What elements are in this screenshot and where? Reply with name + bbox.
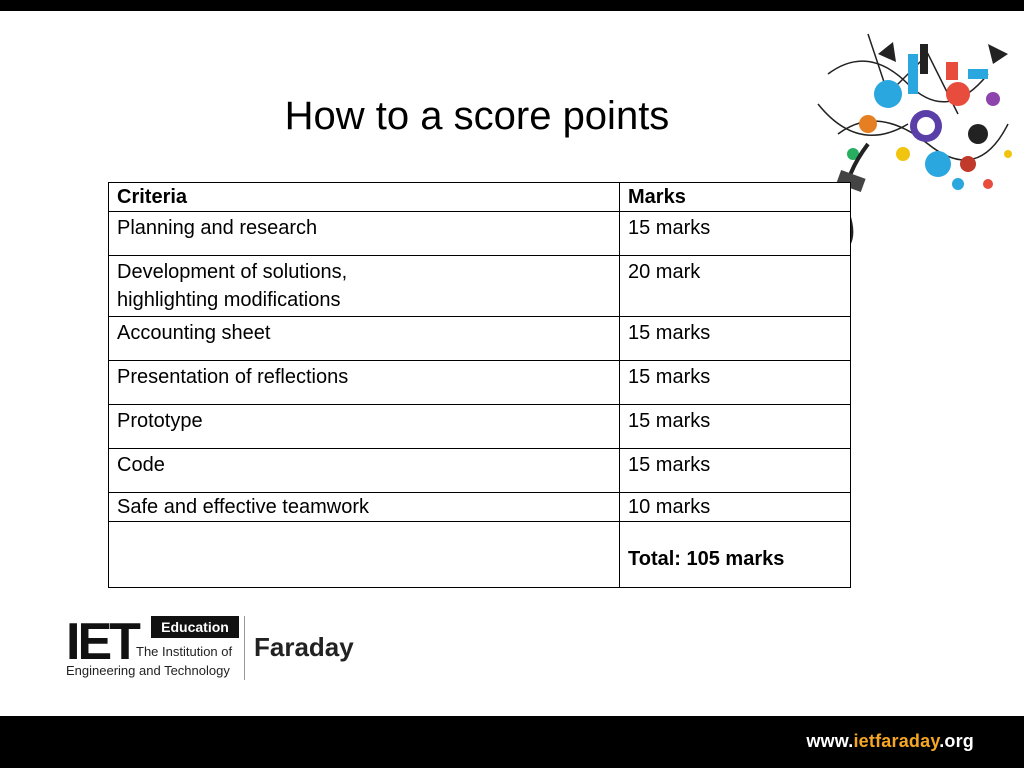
table-row <box>109 361 851 405</box>
criteria-cell: Code <box>109 449 620 493</box>
top-bar <box>0 0 1024 11</box>
criteria-cell: Presentation of reflections <box>109 361 620 405</box>
slide-title: How to a score points <box>284 94 670 138</box>
marks-cell: 15 marks <box>620 317 851 361</box>
criteria-cell: Development of solutions, highlighting modifications <box>109 256 620 317</box>
criteria-cell: Planning and research <box>109 212 620 256</box>
table-row <box>109 449 851 493</box>
table-row <box>109 256 851 317</box>
table-row <box>109 493 851 522</box>
iet-faraday-logo <box>66 614 366 684</box>
marks-table <box>108 182 851 588</box>
footer-url <box>806 731 974 752</box>
bottom-bar <box>0 716 1024 768</box>
url-suffix: .org <box>939 731 974 751</box>
total-marks-cell: Total: 105 marks <box>620 522 851 588</box>
faraday-logo-text: Faraday <box>254 632 354 662</box>
institution-line-2: Engineering and Technology <box>66 663 230 678</box>
criteria-cell: Accounting sheet <box>109 317 620 361</box>
marks-cell: 15 marks <box>620 361 851 405</box>
iet-logo-text: IET <box>66 613 138 671</box>
marks-cell: 10 marks <box>620 493 851 522</box>
criteria-header: Criteria <box>109 183 620 212</box>
logo-divider <box>244 616 245 680</box>
marks-cell: 15 marks <box>620 212 851 256</box>
table-row <box>109 212 851 256</box>
table-header-row <box>109 183 851 212</box>
institution-line-1: The Institution of <box>136 644 233 659</box>
criteria-cell: Safe and effective teamwork <box>109 493 620 522</box>
education-badge: Education <box>151 616 239 638</box>
marks-header: Marks <box>620 183 851 212</box>
criteria-cell <box>109 522 620 588</box>
marks-cell: 15 marks <box>620 449 851 493</box>
table-row <box>109 405 851 449</box>
table-row <box>109 317 851 361</box>
criteria-cell: Prototype <box>109 405 620 449</box>
url-prefix: www. <box>806 731 854 751</box>
marks-cell: 20 mark <box>620 256 851 317</box>
marks-cell: 15 marks <box>620 405 851 449</box>
url-highlight: ietfaraday <box>853 731 940 751</box>
total-row <box>109 522 851 588</box>
